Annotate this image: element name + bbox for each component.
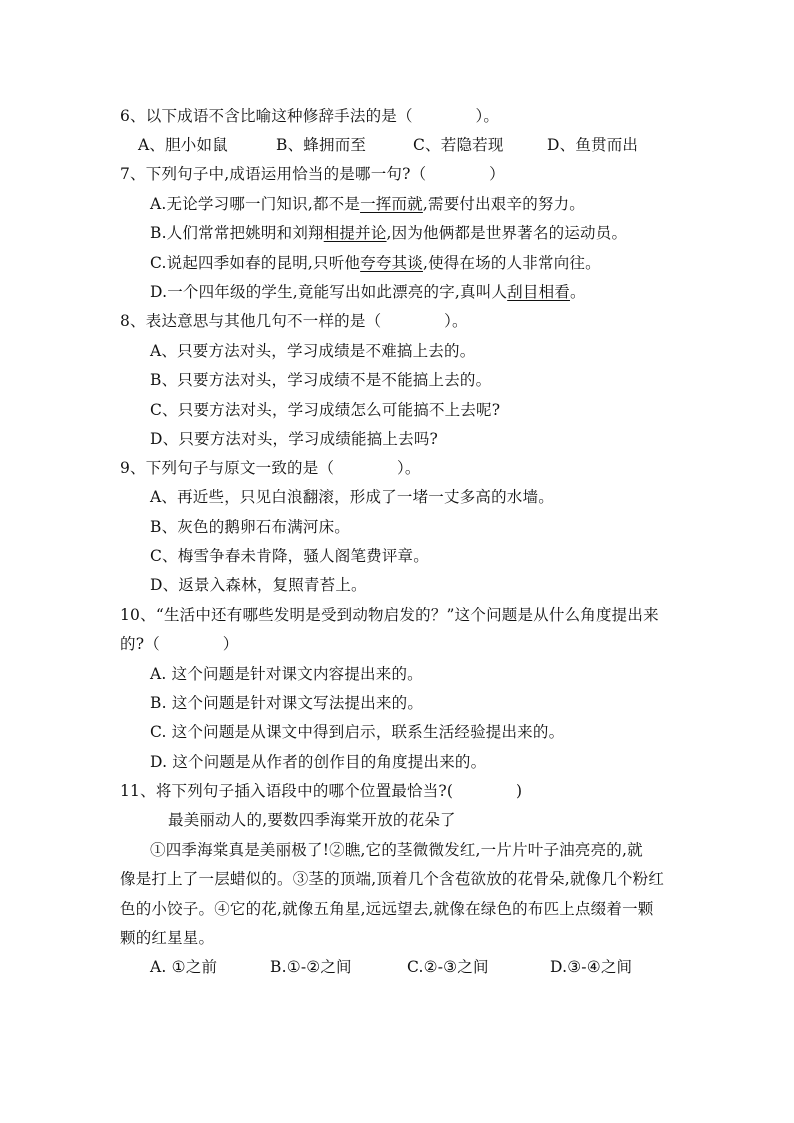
question-9-option-a: A、再近些，只见白浪翻滚，形成了一堵一丈多高的水墙。 (150, 488, 554, 506)
question-9-stem: 9、下列句子与原文一致的是（ ）。 (120, 459, 421, 477)
option-text: 。 (569, 283, 586, 301)
question-11-option-d: D.③-④之间 (550, 958, 633, 976)
question-7-option-b (150, 219, 627, 248)
question-8-option-d: D、只要方法对头，学习成绩能搞上去吗? (150, 430, 439, 448)
question-7-option-a (150, 190, 585, 219)
question-11-option-a: A. ①之前 (150, 958, 218, 976)
question-10-option-d: D. 这个问题是从作者的创作目的角度提出来的。 (150, 753, 487, 771)
question-11-option-c: C.②-③之间 (407, 958, 489, 976)
question-10-option-c: C. 这个问题是从课文中得到启示，联系生活经验提出来的。 (150, 723, 565, 741)
question-6-option-b: B、蜂拥而至 (276, 136, 367, 154)
option-text: B.人们常常把姚明和刘翔 (150, 224, 324, 242)
option-text: A.无论学习哪一门知识,都不是 (150, 195, 361, 213)
question-11-stem: 11、将下列句子插入语段中的哪个位置最恰当?( ) (120, 782, 523, 800)
question-9-option-b: B、灰色的鹅卵石布满河床。 (150, 518, 350, 536)
option-text: D.一个四年级的学生,竟能写出如此漂亮的字,真叫人 (150, 283, 508, 301)
underlined-idiom: 相提并论 (323, 224, 387, 242)
question-8-option-c: C、只要方法对头，学习成绩怎么可能搞不上去呢? (150, 401, 501, 419)
question-9-option-d: D、返景入森林，复照青苔上。 (150, 576, 367, 594)
question-11-passage-line-4: 颗的红星星。 (120, 929, 215, 947)
question-8-stem: 8、表达意思与其他几句不一样的是（ ）。 (120, 312, 468, 330)
question-10-option-a: A. 这个问题是针对课文内容提出来的。 (150, 665, 423, 683)
question-7-stem: 7、下列句子中,成语运用恰当的是哪一句?（ ） (120, 165, 505, 183)
question-7-option-c (150, 249, 601, 278)
underlined-idiom: 一挥而就 (360, 195, 423, 213)
option-text: ,需要付出艰辛的努力。 (422, 195, 586, 213)
question-10-stem-line-2: 的?（ ） (120, 635, 239, 653)
option-text: ,使得在场的人非常向往。 (422, 254, 601, 272)
question-11-passage-line-3: 色的小饺子。④它的花,就像五角星,远远望去,就像在绿色的布匹上点缀着一颗 (120, 900, 654, 918)
question-8-option-a: A、只要方法对头，学习成绩是不难搞上去的。 (150, 342, 476, 360)
question-10-stem-line-1: 10、“生活中还有哪些发明是受到动物启发的？”这个问题是从什么角度提出来 (120, 606, 659, 624)
question-7-option-d (150, 278, 586, 307)
question-6-options (138, 131, 698, 160)
question-11-insert-sentence: 最美丽动人的,要数四季海棠开放的花朵了 (168, 811, 456, 829)
question-11-option-b: B.①-②之间 (270, 958, 352, 976)
underlined-idiom: 夸夸其谈 (360, 254, 423, 272)
question-11-passage-line-1: ①四季海棠真是美丽极了!②瞧,它的茎微微发红,一片片叶子油亮亮的,就 (150, 841, 643, 859)
question-11-passage-line-2: 像是打上了一层蜡似的。③茎的顶端,顶着几个含苞欲放的花骨朵,就像几个粉红 (120, 870, 665, 888)
question-8-option-b: B、只要方法对头，学习成绩不是不能搞上去的。 (150, 371, 492, 389)
option-text: C.说起四季如春的昆明,只听他 (150, 254, 361, 272)
question-6-stem: 6、以下成语不含比喻这种修辞手法的是（ ）。 (120, 107, 500, 125)
question-6-option-c: C、若隐若现 (413, 136, 504, 154)
option-text: ,因为他俩都是世界著名的运动员。 (386, 224, 628, 242)
question-6-option-a: A、胆小如鼠 (138, 136, 228, 154)
question-9-option-c: C、梅雪争春未肯降，骚人阁笔费评章。 (150, 547, 429, 565)
question-6-option-d: D、鱼贯而出 (547, 136, 639, 154)
question-11-options (150, 953, 632, 982)
question-10-option-b: B. 这个问题是针对课文写法提出来的。 (150, 694, 424, 712)
underlined-idiom: 刮目相看 (507, 283, 570, 301)
